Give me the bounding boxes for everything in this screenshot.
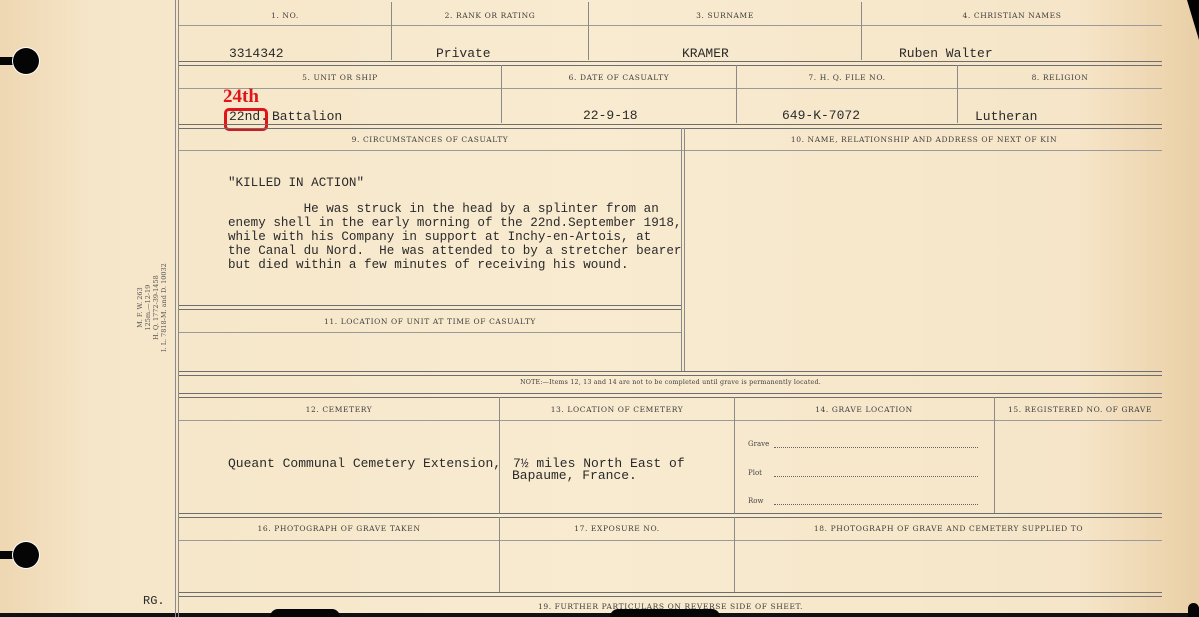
circumstances-line: the Canal du Nord. He was attended to by a stretcher bearer: [228, 244, 682, 258]
col-divider: [501, 65, 502, 123]
christian-names-value: Ruben Walter: [899, 46, 993, 61]
rule: [179, 305, 681, 310]
row-field: [748, 497, 763, 505]
col-divider: [588, 2, 589, 60]
torn-corner: [1187, 0, 1199, 40]
form-note-line: I. L. 7818-M. and D. 10032: [160, 263, 168, 352]
registered-no-label: 15. REGISTERED NO. OF GRAVE: [1007, 405, 1153, 414]
cemetery-label: 12. CEMETERY: [305, 405, 373, 414]
religion-label: 8. RELIGION: [1031, 73, 1089, 82]
rule: [179, 150, 1162, 151]
col-divider: [957, 65, 958, 123]
surname-value: KRAMER: [682, 46, 729, 61]
col-divider: [736, 65, 737, 123]
form-note-line: 125m.—12-19: [144, 284, 152, 331]
location-of-cemetery-label: 13. LOCATION OF CEMETERY: [550, 405, 684, 414]
no-label: 1. NO.: [271, 11, 299, 20]
edge-shadow: [1188, 603, 1199, 617]
date-label: 6. DATE OF CASUALTY: [568, 73, 670, 82]
rule: [179, 61, 1162, 66]
photo-taken-label: 16. PHOTOGRAPH OF GRAVE TAKEN: [257, 524, 421, 533]
circumstances-line: He was struck in the head by a splinter from an: [228, 202, 659, 216]
cemetery-location-line: Bapaume, France.: [512, 468, 637, 483]
rule: [179, 592, 1162, 597]
service-number: 3314342: [229, 46, 284, 61]
circumstances-line: enemy shell in the early morning of the 22nd.September 1918,: [228, 216, 682, 230]
punch-hole-bottom: [13, 542, 39, 568]
reverse-side-note: 19. FURTHER PARTICULARS ON REVERSE SIDE OF SHEET.: [537, 602, 804, 611]
punch-hole-top: [13, 48, 39, 74]
grave-location-label: 14. GRAVE LOCATION: [815, 405, 913, 414]
cemetery-value: Queant Communal Cemetery Extension,: [228, 456, 502, 471]
circumstances-line: but died within a few minutes of receiving his wound.: [228, 258, 629, 272]
rank-value: Private: [436, 46, 491, 61]
cemetery-location-line: 7½ miles North East of: [513, 456, 685, 471]
col-divider: [499, 397, 500, 513]
plot-field: [748, 469, 762, 477]
next-of-kin-label: 10. NAME, RELATIONSHIP AND ADDRESS OF NEXT OF KIN: [790, 135, 1058, 144]
margin-line: [175, 0, 176, 617]
grave-label: Grave: [748, 440, 770, 448]
photo-supplied-label: 18. PHOTOGRAPH OF GRAVE AND CEMETERY SUPPLIED TO: [813, 524, 1084, 533]
col-divider: [734, 397, 735, 513]
col-divider: [499, 517, 500, 592]
circumstances-heading: "KILLED IN ACTION": [228, 176, 365, 190]
rule: [179, 25, 1162, 26]
rule: [179, 540, 1162, 541]
hq-file-label: 7. H. Q. FILE NO.: [808, 73, 886, 82]
rule: [179, 513, 1162, 518]
unit-struck-value: 22nd.: [229, 109, 269, 124]
completion-note: NOTE:—Items 12, 13 and 14 are not to be completed until grave is permanently located.: [520, 379, 821, 386]
rule: [179, 420, 1162, 421]
rank-label: 2. RANK OR RATING: [444, 11, 536, 20]
religion-value: Lutheran: [975, 109, 1038, 124]
rule: [179, 124, 1162, 129]
form-note-line: H. Q. 1772-39-1458: [152, 275, 160, 340]
col-divider: [684, 128, 685, 372]
rule: [179, 88, 1162, 89]
row-label: Row: [748, 497, 764, 505]
bottom-edge: [0, 613, 1199, 617]
unit-value: Battalion: [272, 109, 343, 124]
rule: [179, 371, 1162, 376]
rg-mark: RG.: [143, 594, 165, 608]
circumstances-label: 9. CIRCUMSTANCES OF CASUALTY: [351, 135, 509, 144]
location-of-unit-label: 11. LOCATION OF UNIT AT TIME OF CASUALTY: [324, 317, 536, 326]
form-print-note: [136, 263, 168, 352]
rule: [179, 332, 681, 333]
form-note-line: M. F. W. 263: [136, 287, 144, 328]
plot-label: Plot: [748, 469, 762, 477]
col-divider: [391, 2, 392, 60]
col-divider: [734, 517, 735, 592]
col-divider: [994, 397, 995, 513]
grave-field: [748, 440, 769, 448]
unit-correction-annotation: 24th: [223, 86, 259, 107]
circumstances-line: while with his Company in support at Inchy-en-Artois, at: [228, 230, 652, 244]
rule: [179, 393, 1162, 398]
surname-label: 3. SURNAME: [696, 11, 754, 20]
unit-label: 5. UNIT OR SHIP: [302, 73, 378, 82]
exposure-no-label: 17. EXPOSURE NO.: [574, 524, 660, 533]
hq-file-value: 649-K-7072: [782, 108, 861, 123]
christian-names-label: 4. CHRISTIAN NAMES: [962, 11, 1062, 20]
date-value: 22-9-18: [583, 108, 638, 123]
col-divider: [861, 2, 862, 60]
